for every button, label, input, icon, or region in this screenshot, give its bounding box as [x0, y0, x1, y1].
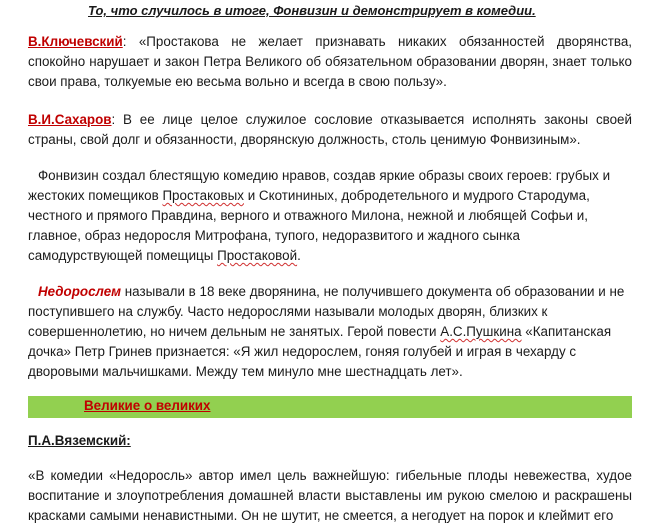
vyazemsky-author: П.А.Вяземский:	[28, 433, 131, 448]
section-banner-title: Великие о великих	[84, 398, 211, 413]
nedorosl-text-2: «Капитанская дочка» Петр Гринев признается: «Я жил недорослем, гоняя голубей и играя в чехарду с дворовыми мальчишками. Между тем минуло мне шестнадцать лет».	[28, 324, 612, 379]
sakharov-text: : В ее лице целое служилое сословие отказывается исполнять законы своей страны, свой долг и обязанности, дворянскую должность, столь ценимую Фонвизиным».	[28, 112, 632, 147]
sakharov-quote	[28, 110, 632, 150]
fonvizin-text-1: Фонвизин создал блестящую комедию нравов, создав яркие образы своих героев: грубых и жестоких помещиков	[28, 168, 611, 203]
nedorosl-text-1: называли в 18 веке дворянина, не получившего документа об образовании и не поступившего на службу. Часто недорослями называли молодых дворян, близких к совершеннолетию, но ничем дельным не занятых. Герой повести	[28, 284, 625, 339]
section-banner	[28, 396, 632, 418]
top-heading: То, что случилось в итоге, Фонвизин и демонстрирует в комедии.	[88, 3, 536, 18]
prostakovykh-word: Простаковых	[162, 188, 244, 203]
klyuchevsky-quote	[28, 32, 632, 92]
vyazemsky-quote: «В комедии «Недоросль» автор имел цель важнейшую: гибельные плоды невежества, худое воспитание и злоупотребления домашней власти выставлены им рукою смелою и раскрашены красками самыми ненавистными. Он не шутит, не смеется, а негодует на порок и клеймит его	[28, 468, 632, 523]
sakharov-author: В.И.Сахаров	[28, 112, 112, 127]
fonvizin-paragraph	[28, 166, 632, 266]
klyuchevsky-text: : «Простакова не желает признавать никаких обязанностей дворянства, спокойно нарушает и закон Петра Великого об обязательном образовании дворян, знает только свои права, толкуемые ею весьма вольно и всегда в свою пользу».	[28, 34, 632, 89]
fonvizin-text-3: .	[297, 248, 301, 263]
prostakovoy-word: Простаковой	[217, 248, 298, 263]
nedorosl-term: Недорослем	[38, 284, 122, 299]
fonvizin-text-2: и Скотининых, добродетельного и мудрого Стародума, честного и прямого Правдина, верного и отважного Милона, нежной и любящей Софьи и, главное, образ недоросля Митрофана, тупого, недоразвитого и жадного сынка самодурствующей помещицы	[28, 188, 590, 263]
nedorosl-paragraph	[28, 282, 632, 382]
klyuchevsky-author: В.Ключевский	[28, 34, 123, 49]
pushkin-name: А.С.Пушкина	[440, 324, 522, 339]
